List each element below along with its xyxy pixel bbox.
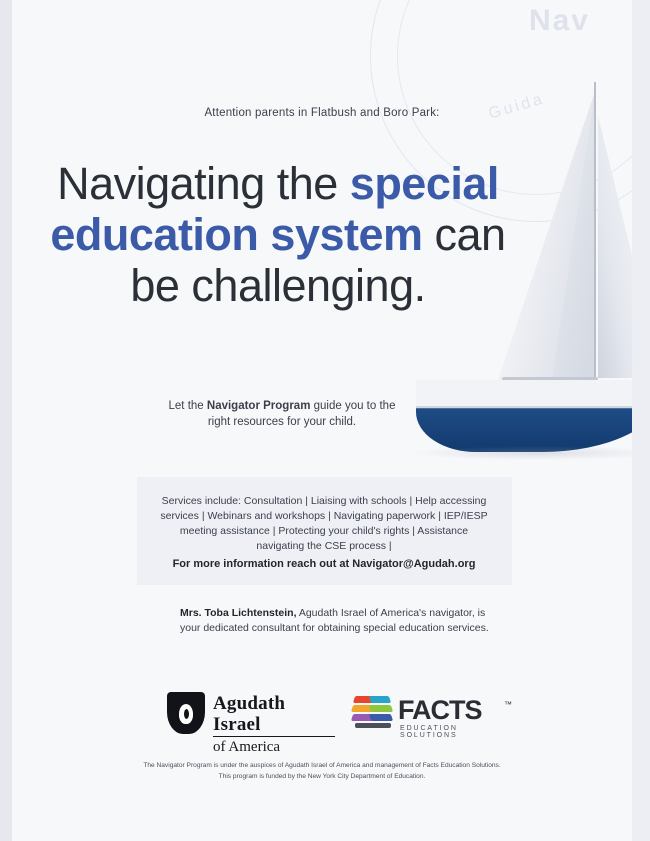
facts-trademark: ™: [504, 700, 512, 709]
mast-shape: [594, 82, 596, 382]
services-list: Services include: Consultation | Liaising with schools | Help accessing services | Webinars and workshops | Navigating paperwork | IEP/IESP meeting assistance | Protecting your child's rights | Assistance navigating the CSE process |: [160, 495, 488, 552]
watermark-text-primary: Nav: [528, 4, 590, 37]
watermark-text-secondary: Guida: [486, 90, 548, 123]
right-margin-strip: [632, 0, 650, 841]
headline-part-1: Navigating the: [57, 158, 350, 209]
left-margin-strip: [0, 0, 12, 841]
navigator-name: Mrs. Toba Lichtenstein,: [180, 607, 297, 619]
agudath-line-2: of America: [213, 739, 281, 755]
facts-wordmark: FACTS: [398, 695, 482, 725]
page-title: [38, 158, 518, 311]
services-panel: [137, 477, 512, 585]
attention-line: Attention parents in Flatbush and Boro Park:: [204, 107, 440, 119]
agudath-wordmark: [213, 693, 337, 756]
facts-bar-blue: [369, 696, 391, 703]
agudath-shofar-icon: [167, 692, 205, 734]
navigator-bio-rest: Agudath Israel of America's navigator, is your dedicated consultant for obtaining special education services.: [180, 607, 489, 634]
subtext-program-name: Navigator Program: [206, 400, 311, 412]
subtext-before: Let the: [168, 400, 207, 412]
agudath-line-1: Agudath Israel: [213, 693, 286, 735]
flyer-canvas: [12, 0, 632, 841]
contact-cta[interactable]: For more information reach out at Navigator@Agudah.org: [172, 558, 476, 570]
subtext-after: guide you to the right resources for your child.: [207, 400, 396, 428]
facts-tagline: EDUCATION SOLUTIONS: [400, 725, 458, 739]
hull-shape: [416, 380, 632, 452]
agudath-divider: [213, 736, 335, 737]
water-shadow: [412, 446, 632, 460]
navigator-bio: [180, 606, 500, 635]
subtext: [162, 398, 402, 430]
facts-education-solutions-logo: [352, 692, 517, 742]
facts-bar-base: [355, 723, 391, 728]
facts-book-icon: [352, 696, 394, 730]
jib-sail-shape: [598, 116, 632, 378]
deck-line-shape: [416, 406, 632, 408]
footnote-line-2: This program is funded by the New York City Department of Education.: [218, 773, 426, 780]
footnote: [12, 760, 632, 782]
agudath-israel-logo: [167, 690, 337, 755]
facts-bar-green: [369, 705, 393, 712]
logo-row: [152, 690, 522, 755]
footnote-line-1: The Navigator Program is under the auspices of Agudath Israel of America and management of Facts Education Solutions.: [143, 762, 501, 769]
headline-accent: special education system: [50, 158, 499, 260]
facts-bar-indigo: [369, 714, 393, 721]
headline-part-2: can be challenging.: [130, 209, 506, 311]
